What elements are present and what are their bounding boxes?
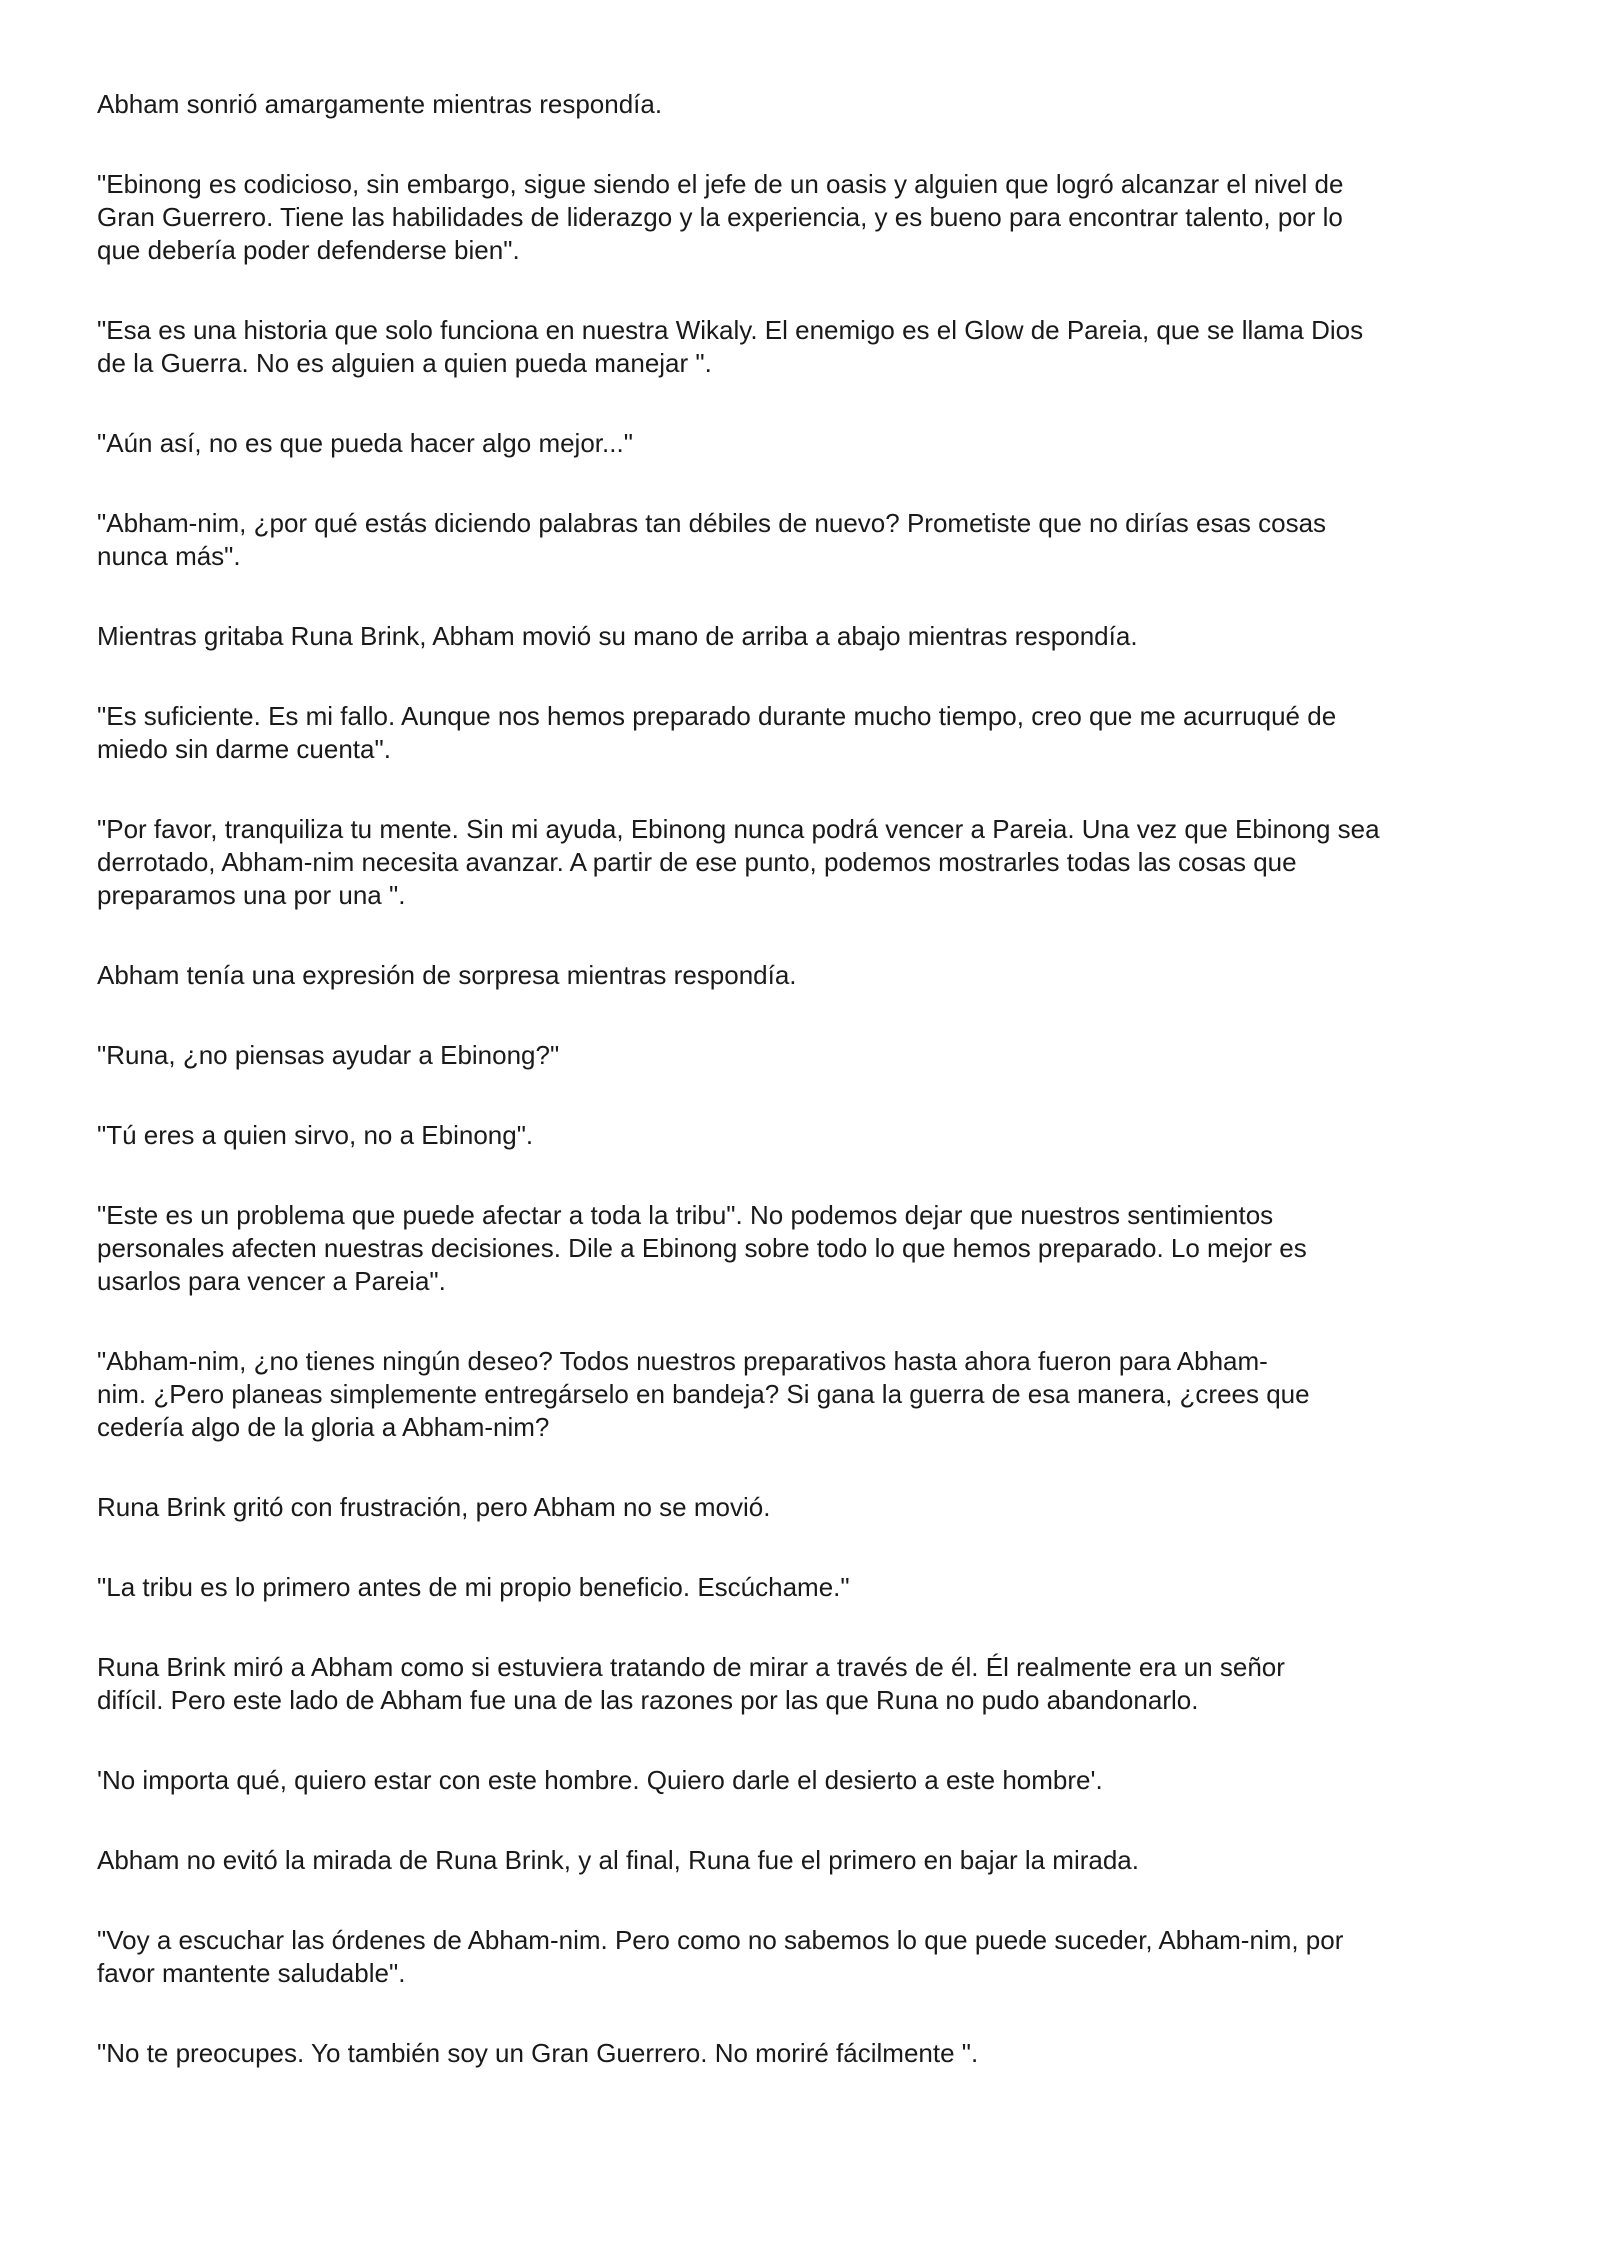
paragraph-18: Abham no evitó la mirada de Runa Brink, y al final, Runa fue el primero en bajar la mirada. <box>97 1845 1139 1875</box>
paragraph-12: "Este es un problema que puede afectar a toda la tribu". No podemos dejar que nuestros sentimientos personales afecten nuestras decisiones. Dile a Ebinong sobre todo lo que hemos preparado. Lo mejor es usarlos para vencer a Pareia". <box>97 1200 1307 1296</box>
paragraph-14: Runa Brink gritó con frustración, pero Abham no se movió. <box>97 1492 771 1522</box>
paragraph-19: "Voy a escuchar las órdenes de Abham-nim. Pero como no sabemos lo que puede suceder, Abham-nim, por favor mantente saludable". <box>97 1925 1344 1988</box>
paragraph-8: "Por favor, tranquiliza tu mente. Sin mi ayuda, Ebinong nunca podrá vencer a Pareia. Una vez que Ebinong sea derrotado, Abham-nim necesita avanzar. A partir de ese punto, podemos mostrarles todas las cosas que preparamos una por una ". <box>97 814 1380 910</box>
paragraph-3: "Esa es una historia que solo funciona en nuestra Wikaly. El enemigo es el Glow de Pareia, que se llama Dios de la Guerra. No es alguien a quien pueda manejar ". <box>97 315 1364 378</box>
paragraph-5: "Abham-nim, ¿por qué estás diciendo palabras tan débiles de nuevo? Prometiste que no dirías esas cosas nunca más". <box>97 508 1327 571</box>
paragraph-4: "Aún así, no es que pueda hacer algo mejor..." <box>97 428 633 458</box>
paragraph-7: "Es suficiente. Es mi fallo. Aunque nos hemos preparado durante mucho tiempo, creo que me acurruqué de miedo sin darme cuenta". <box>97 701 1337 764</box>
paragraph-15: "La tribu es lo primero antes de mi propio beneficio. Escúchame." <box>97 1572 850 1602</box>
paragraph-17: 'No importa qué, quiero estar con este hombre. Quiero darle el desierto a este hombre'. <box>97 1765 1103 1795</box>
document-page <box>97 88 1497 2117</box>
paragraph-16: Runa Brink miró a Abham como si estuviera tratando de mirar a través de él. Él realmente era un señor difícil. Pero este lado de Abham fue una de las razones por las que Runa no pudo abandonarlo. <box>97 1652 1285 1715</box>
paragraph-11: "Tú eres a quien sirvo, no a Ebinong". <box>97 1120 534 1150</box>
paragraph-13: "Abham-nim, ¿no tienes ningún deseo? Todos nuestros preparativos hasta ahora fueron para Abham- nim. ¿Pero planeas simplemente entregárselo en bandeja? Si gana la guerra de esa manera, ¿crees que cedería algo de la gloria a Abham-nim? <box>97 1346 1310 1442</box>
paragraph-2: "Ebinong es codicioso, sin embargo, sigue siendo el jefe de un oasis y alguien que logró alcanzar el nivel de Gran Guerrero. Tiene las habilidades de liderazgo y la experiencia, y es bueno para encontrar talento, por lo que debería poder defenderse bien". <box>97 169 1344 265</box>
paragraph-10: "Runa, ¿no piensas ayudar a Ebinong?" <box>97 1040 560 1070</box>
paragraph-6: Mientras gritaba Runa Brink, Abham movió su mano de arriba a abajo mientras respondía. <box>97 621 1138 651</box>
paragraph-20: "No te preocupes. Yo también soy un Gran Guerrero. No moriré fácilmente ". <box>97 2038 979 2068</box>
paragraph-1: Abham sonrió amargamente mientras respondía. <box>97 89 663 119</box>
paragraph-9: Abham tenía una expresión de sorpresa mientras respondía. <box>97 960 797 990</box>
